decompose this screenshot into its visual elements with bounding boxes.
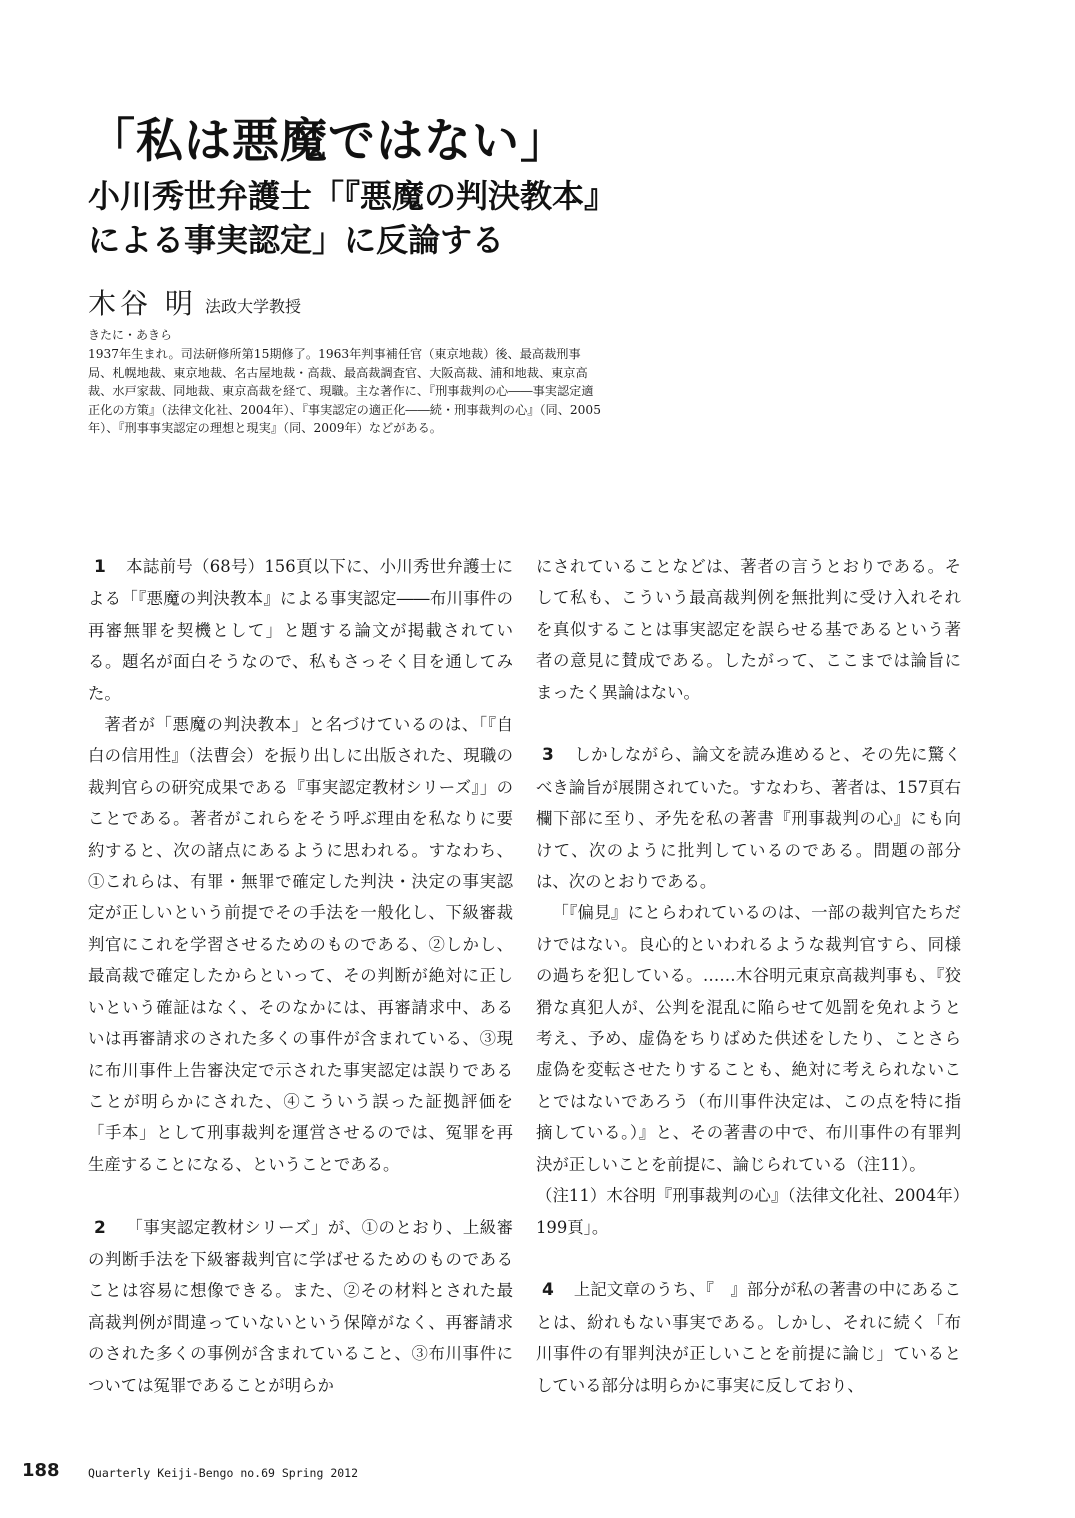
article-title [88, 112, 788, 262]
body-column-right [536, 551, 961, 1401]
author-affiliation: 法政大学教授 [205, 297, 302, 316]
paragraph-text: しかしながら、論文を読み進めると、その先に驚くべき論旨が展開されていた。すなわち、著者は、157頁右欄下部に至り、矛先を私の著書『刑事裁判の心』にも向けて、次のように批判しているのである。問題の部分は、次のとおりである。 [536, 745, 961, 892]
section-number: 3 [542, 745, 554, 766]
section-number: 2 [94, 1217, 106, 1238]
section-number: 4 [542, 1280, 554, 1301]
author-bio: 1937年生まれ。司法研修所第15期修了。1963年判事補任官（東京地裁）後、最高裁刑事局、札幌地裁、東京地裁、名古屋地裁・高裁、最高裁調査官、大阪高裁、浦和地裁、東京高裁、水戸家裁、同地裁、東京高裁を経て、現職。主な著作に、『刑事裁判の心――事実認定適正化の方策』（法律文化社、2004年）、『事実認定の適正化――続・刑事裁判の心』（同、2005年）、『刑事事実認定の理想と現実』（同、2009年）などがある。 [88, 347, 601, 436]
author-name: 木谷 明 [88, 287, 197, 320]
paragraph-text: 上記文章のうち、『 』部分が私の著書の中にあることは、紛れもない事実である。しかし、それに続く「布川事件の有罪判決が正しいことを前提に論じ」ているとしている部分は明らかに事実に反しており、 [536, 1280, 961, 1395]
title-subtitle [88, 174, 788, 262]
author-reading: きたに・あきら [88, 328, 173, 342]
subtitle-line-2: による事実認定」に反論する [88, 221, 505, 259]
section-3-quotation: 「『偏見』にとらわれているのは、一部の裁判官たちだけではない。良心的といわれるような裁判官すら、同様の過ちを犯している。……木谷明元東京高裁判事も、『狡猾な真犯人が、公判を混乱に陥らせて処罰を免れようと考え、予め、虚偽をちりばめた供述をしたり、ことさら虚偽を変転させたりすることも、絶対に考えられないことではないであろう（布川事件決定は、この点を特に指摘している。）』と、その著書の中で、布川事件の有罪判決が正しいことを前提に、論じられている（注11）。 [536, 903, 961, 1174]
section-1-paragraph-1 [88, 551, 513, 709]
subtitle-line-1: 小川秀世弁護士「『悪魔の判決教本』 [88, 177, 617, 215]
section-2-continuation: にされていることなどは、著者の言うとおりである。そして私も、こういう最高裁判例を無批判に受け入れそれを真似することは事実認定を誤らせる基であるという著者の意見に賛成である。したがって、ここまでは論旨にまったく異論はない。 [536, 557, 961, 702]
journal-name: Quarterly Keiji-Bengo no.69 Spring 2012 [88, 1466, 359, 1480]
section-1-paragraph-2: 著者が「悪魔の判決教本」と名づけているのは、「『自白の信用性』（法曹会）を振り出しに出版された、現職の裁判官らの研究成果である『事実認定教材シリーズ』」のことである。著者がこれらをそう呼ぶ理由を私なりに要約すると、次の諸点にあるように思われる。すなわち、①これらは、有罪・無罪で確定した判決・決定の事実認定が正しいという前提でその手法を一般化し、下級審裁判官にこれを学習させるためのものである、②しかし、最高裁で確定したからといって、その判断が絶対に正しいという確証はなく、そのなかには、再審請求中、あるいは再審請求のされた多くの事件が含まれている、③現に布川事件上告審決定で示された事実認定は誤りであることが明らかにされた、④こういう誤った証拠評価を「手本」として刑事裁判を運営させるのでは、冤罪を再生産することになる、ということである。 [88, 715, 513, 1174]
section-number: 1 [94, 557, 106, 577]
paragraph-text: 「事実認定教材シリーズ」が、①のとおり、上級審の判断手法を下級審裁判官に学ばせるためのものであることは容易に想像できる。また、②その材料とされた最高裁判例が間違っていないという保障がなく、再審請求のされた多くの事例が含まれていること、③布川事件については冤罪であることが明らか [88, 1217, 513, 1395]
title-main: 「私は悪魔ではない」 [88, 114, 568, 169]
section-3-footnote: （注11）木谷明『刑事裁判の心』（法律文化社、2004年）199頁」。 [536, 1186, 961, 1237]
section-2-paragraph-1 [88, 1212, 513, 1401]
page-number: 188 [22, 1460, 60, 1481]
body-column-left [88, 551, 513, 1401]
section-3-paragraph-1 [536, 739, 961, 897]
paragraph-text: 本誌前号（68号）156頁以下に、小川秀世弁護士による「『悪魔の判決教本』による事実認定――布川事件の再審無罪を契機として」と題する論文が掲載されている。題名が面白そうなので、私もさっそく目を通してみた。 [88, 557, 513, 703]
section-4-paragraph-1 [536, 1274, 961, 1401]
